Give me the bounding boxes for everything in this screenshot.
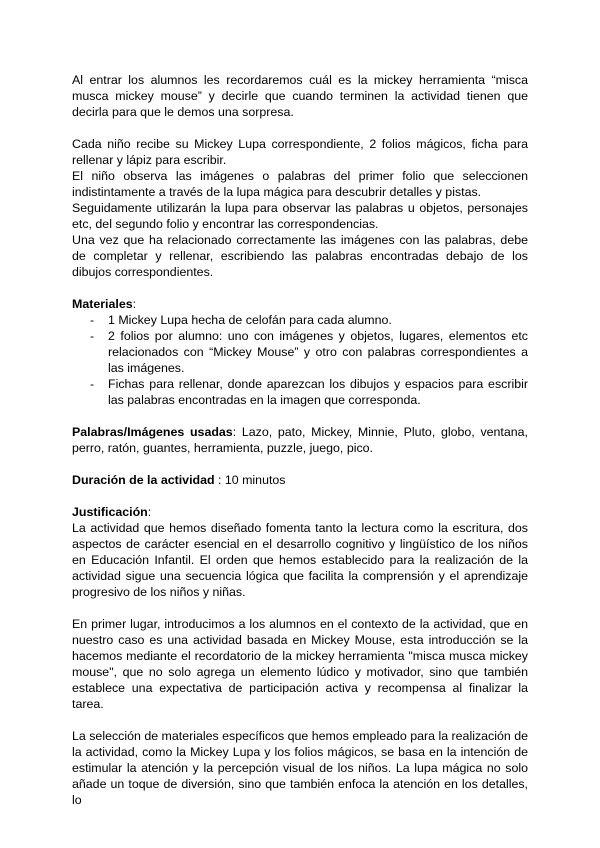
list-item: - Fichas para rellenar, donde aparezcan los dibujos y espacios para escribir las palabras encontradas en la imagen que corresponda.: [72, 376, 528, 408]
justificacion-heading: Justificación: [72, 505, 148, 519]
materiales-heading: Materiales: [72, 297, 133, 311]
spacer: [72, 600, 528, 616]
spacer: [72, 712, 528, 728]
spacer: [72, 488, 528, 504]
materiales-heading-line: [72, 296, 528, 312]
justificacion-heading-line: [72, 504, 528, 520]
justificacion-paragraph-1: La actividad que hemos diseñado fomenta tanto la lectura como la escritura, dos aspectos de carácter esencial en el desarrollo cognitivo y lingüístico de los niños en Educación Infantil. El orden que hemos establecido para la realización de la actividad sigue una secuencia lógica que facilita la comprensión y el aprendizaje progresivo de los niños y niñas.: [72, 521, 528, 599]
spacer: [72, 120, 528, 136]
palabras-text: : Lazo, pato, Mickey, Minnie, Pluto, globo, ventana, perro, ratón, guantes, herramienta, puzzle, juego, pico.: [72, 425, 528, 455]
palabras-paragraph: [72, 424, 528, 456]
duracion-paragraph: [72, 472, 528, 488]
materiales-list: [72, 312, 528, 408]
materiales-colon: :: [132, 297, 137, 311]
instructions-2: El niño observa las imágenes o palabras del primer folio que seleccionen indistintamente a través de la lupa mágica para descubrir detalles y pistas.: [72, 169, 528, 199]
document-page: [72, 72, 528, 808]
justificacion-paragraph-2: En primer lugar, introducimos a los alumnos en el contexto de la actividad, que en nuestro caso es una actividad basada en Mickey Mouse, esta introducción se la hacemos mediante el recordatorio de la mickey herramienta "misca musca mickey mouse", que no solo agrega un elemento lúdico y motivador, sino que también establece una expectativa de participación activa y recompensa al finalizar la tarea.: [72, 617, 528, 711]
intro-paragraph: Al entrar los alumnos les recordaremos cuál es la mickey herramienta “misca musca mickey mouse” y decirle que cuando terminen la actividad tienen que decirla para que le demos una sorpresa.: [72, 73, 528, 119]
instructions-1: Cada niño recibe su Mickey Lupa correspondiente, 2 folios mágicos, ficha para rellenar y lápiz para escribir.: [72, 137, 528, 167]
spacer: [72, 408, 528, 424]
list-item: - 1 Mickey Lupa hecha de celofán para cada alumno.: [72, 312, 528, 328]
spacer: [72, 456, 528, 472]
list-item: - 2 folios por alumno: uno con imágenes y objetos, lugares, elementos etc relacionados con “Mickey Mouse” y otro con palabras correspondientes a las imágenes.: [72, 328, 528, 376]
palabras-heading: Palabras/Imágenes usadas: [72, 425, 233, 439]
instructions-4: Una vez que ha relacionado correctamente las imágenes con las palabras, debe de completar y rellenar, escribiendo las palabras encontradas debajo de los dibujos correspondientes.: [72, 233, 528, 279]
instructions-3: Seguidamente utilizarán la lupa para observar las palabras u objetos, personajes etc, del segundo folio y encontrar las correspondencias.: [72, 201, 528, 231]
spacer: [72, 280, 528, 296]
duracion-text: : 10 minutos: [214, 473, 286, 487]
duracion-heading: Duración de la actividad: [72, 473, 215, 487]
justificacion-paragraph-3: La selección de materiales específicos que hemos empleado para la realización de la actividad, como la Mickey Lupa y los folios mágicos, se basa en la intención de estimular la atención y la percepción visual de los niños. La lupa mágica no solo añade un toque de diversión, sino que también enfoca la atención en los detalles, lo: [72, 729, 528, 807]
justificacion-colon: :: [147, 505, 152, 519]
